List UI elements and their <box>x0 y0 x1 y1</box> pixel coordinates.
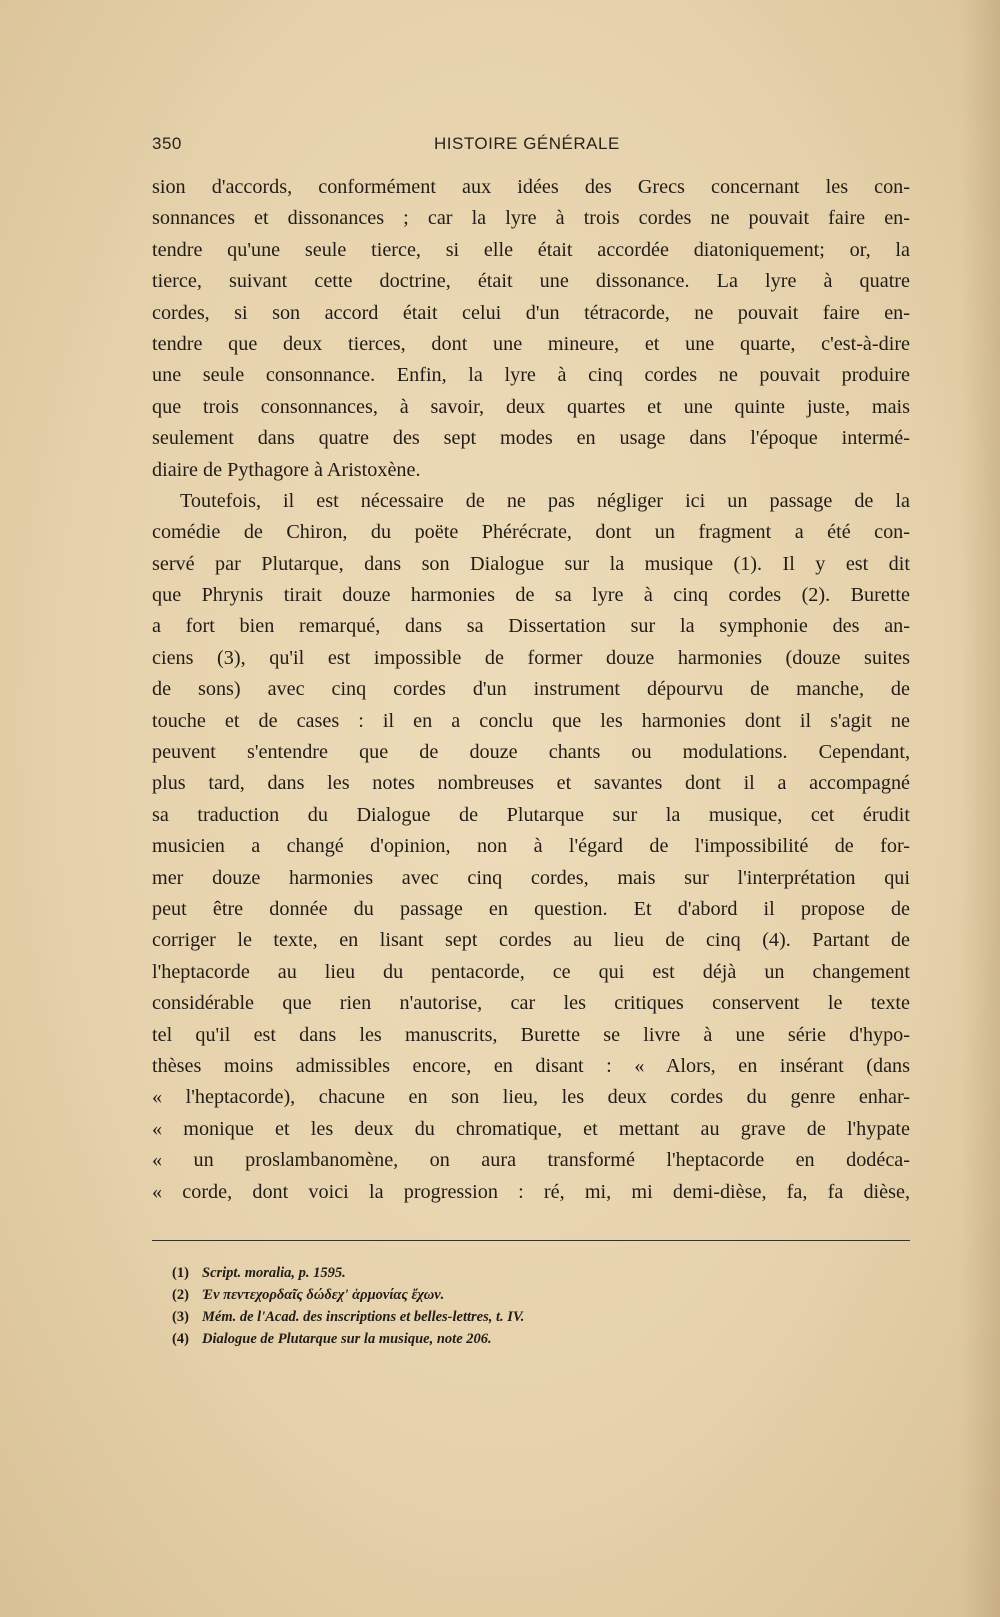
text-line: que Phrynis tirait douze harmonies de sa lyre à cinq cordes (2). Burette <box>152 584 910 607</box>
text-line: plus tard, dans les notes nombreuses et savantes dont il a accompagné <box>152 772 910 795</box>
footnote-mark: (1) <box>172 1265 189 1281</box>
footnote-mark: (2) <box>172 1287 189 1303</box>
header-title: HISTOIRE GÉNÉRALE <box>434 134 620 153</box>
text-line: que trois consonnances, à savoir, deux quartes et une quinte juste, mais <box>152 395 910 418</box>
text-line: seulement dans quatre des sept modes en usage dans l'époque intermé- <box>152 427 910 450</box>
text-line: tierce, suivant cette doctrine, était une dissonance. La lyre à quatre <box>152 270 910 293</box>
text-line: « un proslambanomène, on aura transformé l'heptacorde en dodéca- <box>152 1149 910 1172</box>
text-line: tel qu'il est dans les manuscrits, Burette se livre à une série d'hypo- <box>152 1023 910 1046</box>
footnote-text: Dialogue de Plutarque sur la musique, note 206. <box>202 1331 492 1347</box>
footnotes <box>172 1262 892 1350</box>
text-line: considérable que rien n'autorise, car les critiques conservent le texte <box>152 992 910 1015</box>
text-line: Toutefois, il est nécessaire de ne pas négliger ici un passage de la <box>180 489 910 512</box>
text-line: l'heptacorde au lieu du pentacorde, ce qui est déjà un changement <box>152 960 910 983</box>
text-line: a fort bien remarqué, dans sa Dissertation sur la symphonie des an- <box>152 615 910 638</box>
text-line: sonnances et dissonances ; car la lyre à trois cordes ne pouvait faire en- <box>152 207 910 230</box>
text-line: peuvent s'entendre que de douze chants ou modulations. Cependant, <box>152 741 910 764</box>
text-line: comédie de Chiron, du poëte Phérécrate, dont un fragment a été con- <box>152 521 910 544</box>
text-line: cordes, si son accord était celui d'un tétracorde, ne pouvait faire en- <box>152 301 910 324</box>
text-line: mer douze harmonies avec cinq cordes, mais sur l'interprétation qui <box>152 866 910 889</box>
footnote <box>172 1306 892 1328</box>
text-line: diaire de Pythagore à Aristoxène. <box>152 458 421 481</box>
footnote-text: Script. moralia, p. 1595. <box>202 1265 346 1281</box>
text-line: de sons) avec cinq cordes d'un instrument dépourvu de manche, de <box>152 678 910 701</box>
text-line: musicien a changé d'opinion, non à l'égard de l'impossibilité de for- <box>152 835 910 858</box>
page-edge-shadow <box>960 0 1000 1617</box>
footnote <box>172 1284 892 1306</box>
footnote <box>172 1328 892 1350</box>
text-line: ciens (3), qu'il est impossible de former douze harmonies (douze suites <box>152 646 910 669</box>
page-number: 350 <box>152 134 182 153</box>
footnote-text: Mém. de l'Acad. des inscriptions et belles-lettres, t. IV. <box>202 1309 525 1325</box>
text-line: servé par Plutarque, dans son Dialogue sur la musique (1). Il y est dit <box>152 552 910 575</box>
text-line: peut être donnée du passage en question. Et d'abord il propose de <box>152 897 910 920</box>
text-line: thèses moins admissibles encore, en disant : « Alors, en insérant (dans <box>152 1054 910 1077</box>
text-line: touche et de cases : il en a conclu que les harmonies dont il s'agit ne <box>152 709 910 732</box>
text-line: « corde, dont voici la progression : ré, mi, mi demi-dièse, fa, fa dièse, <box>152 1180 910 1203</box>
text-line: « l'heptacorde), chacune en son lieu, les deux cordes du genre enhar- <box>152 1086 910 1109</box>
text-line: tendre qu'une seule tierce, si elle était accordée diatoniquement; or, la <box>152 238 910 261</box>
text-line: sa traduction du Dialogue de Plutarque sur la musique, cet érudit <box>152 803 910 826</box>
text-line: « monique et les deux du chromatique, et mettant au grave de l'hypate <box>152 1117 910 1140</box>
footnote <box>172 1262 892 1284</box>
footnote-text: Ἐν πεντεχορδαῖς δώδεχ' ἁρμονίας ἔχων. <box>202 1287 445 1303</box>
running-head <box>152 134 892 160</box>
body-text <box>152 172 910 1208</box>
text-line: une seule consonnance. Enfin, la lyre à cinq cordes ne pouvait produire <box>152 364 910 387</box>
text-line: tendre que deux tierces, dont une mineure, et une quarte, c'est-à-dire <box>152 332 910 355</box>
footnote-divider <box>152 1240 910 1241</box>
footnote-mark: (4) <box>172 1331 189 1347</box>
text-line: corriger le texte, en lisant sept cordes au lieu de cinq (4). Partant de <box>152 929 910 952</box>
footnote-mark: (3) <box>172 1309 189 1325</box>
text-line: sion d'accords, conformément aux idées des Grecs concernant les con- <box>152 176 910 198</box>
